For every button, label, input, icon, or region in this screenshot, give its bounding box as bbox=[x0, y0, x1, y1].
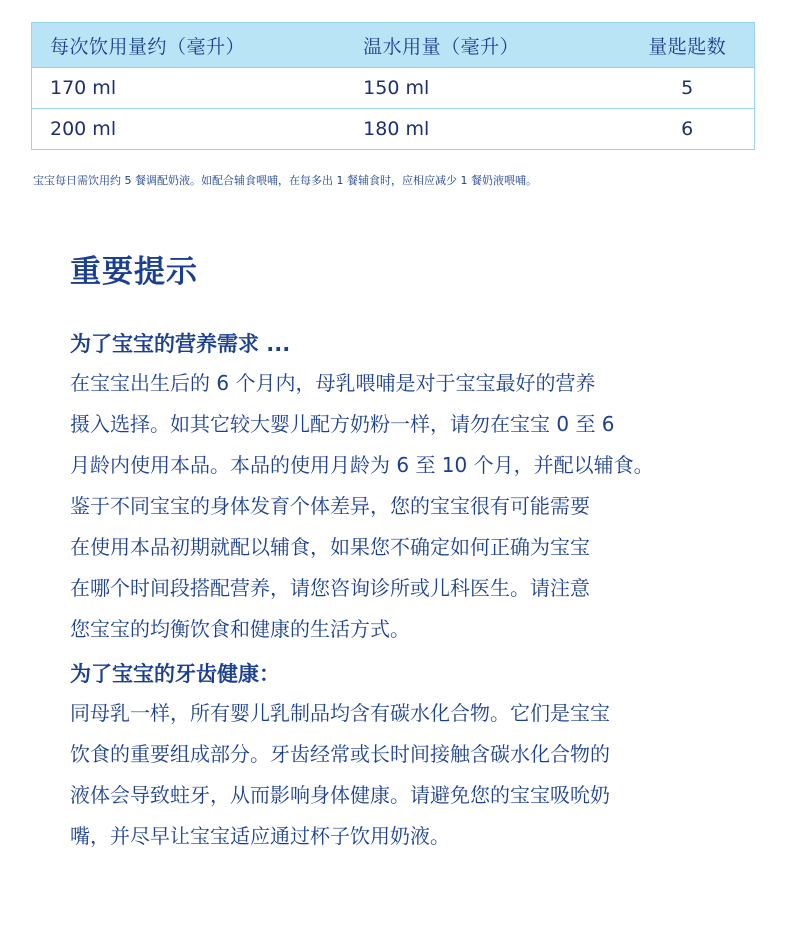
table-row bbox=[32, 108, 754, 149]
dental-block bbox=[70, 655, 720, 857]
paragraph-line: 液体会导致蛀牙，从而影响身体健康。请避免您的宝宝吸吮奶 bbox=[70, 783, 610, 807]
table-cell bbox=[32, 118, 331, 140]
cell-value: 150 ml bbox=[363, 77, 430, 99]
dental-heading: 为了宝宝的牙齿健康： bbox=[70, 662, 280, 686]
table-cell bbox=[32, 77, 331, 99]
header-cell-water-amount bbox=[331, 32, 610, 59]
table-cell bbox=[610, 77, 754, 99]
paragraph-line: 在宝宝出生后的 6 个月内，母乳喂哺是对于宝宝最好的营养 bbox=[70, 371, 596, 395]
paragraph-line: 同母乳一样，所有婴儿乳制品均含有碳水化合物。它们是宝宝 bbox=[70, 701, 610, 725]
paragraph-line: 在使用本品初期就配以辅食，如果您不确定如何正确为宝宝 bbox=[70, 535, 590, 559]
paragraph-line: 嘴，并尽早让宝宝适应通过杯子饮用奶液。 bbox=[70, 824, 450, 848]
cell-value: 180 ml bbox=[363, 118, 430, 140]
paragraph-line: 您宝宝的均衡饮食和健康的生活方式。 bbox=[70, 617, 410, 641]
paragraph-line: 在哪个时间段搭配营养，请您咨询诊所或儿科医生。请注意 bbox=[70, 576, 590, 600]
cell-value: 5 bbox=[681, 77, 694, 99]
table-cell bbox=[331, 118, 610, 140]
paragraph-line: 月龄内使用本品。本品的使用月龄为 6 至 10 个月，并配以辅食。 bbox=[70, 453, 654, 477]
section-title: 重要提示 bbox=[70, 254, 198, 290]
paragraph-line: 鉴于不同宝宝的身体发育个体差异，您的宝宝很有可能需要 bbox=[70, 494, 590, 518]
paragraph-line: 摄入选择。如其它较大婴儿配方奶粉一样，请勿在宝宝 0 至 6 bbox=[70, 412, 615, 436]
header-cell-scoops bbox=[610, 32, 754, 59]
cell-value: 6 bbox=[681, 118, 694, 140]
table-cell bbox=[331, 77, 610, 99]
header-label: 温水用量（毫升） bbox=[363, 35, 520, 58]
feeding-table-header bbox=[32, 23, 754, 67]
table-footnote: 宝宝每日需饮用约 5 餐调配奶液。如配合辅食喂哺，在每多出 1 餐辅食时，应相应减少 1 餐奶液喂哺。 bbox=[33, 174, 537, 187]
important-notes bbox=[70, 325, 720, 857]
header-cell-feed-amount bbox=[32, 32, 331, 59]
header-label: 每次饮用量约（毫升） bbox=[50, 35, 246, 58]
table-row bbox=[32, 67, 754, 108]
dental-paragraph bbox=[70, 693, 720, 857]
cell-value: 170 ml bbox=[50, 77, 117, 99]
table-cell bbox=[610, 118, 754, 140]
paragraph-line: 饮食的重要组成部分。牙齿经常或长时间接触含碳水化合物的 bbox=[70, 742, 610, 766]
cell-value: 200 ml bbox=[50, 118, 117, 140]
feeding-table bbox=[31, 22, 755, 150]
nutrition-paragraph bbox=[70, 363, 720, 650]
header-label: 量匙匙数 bbox=[648, 35, 727, 58]
nutrition-heading: 为了宝宝的营养需求 ... bbox=[70, 332, 291, 356]
